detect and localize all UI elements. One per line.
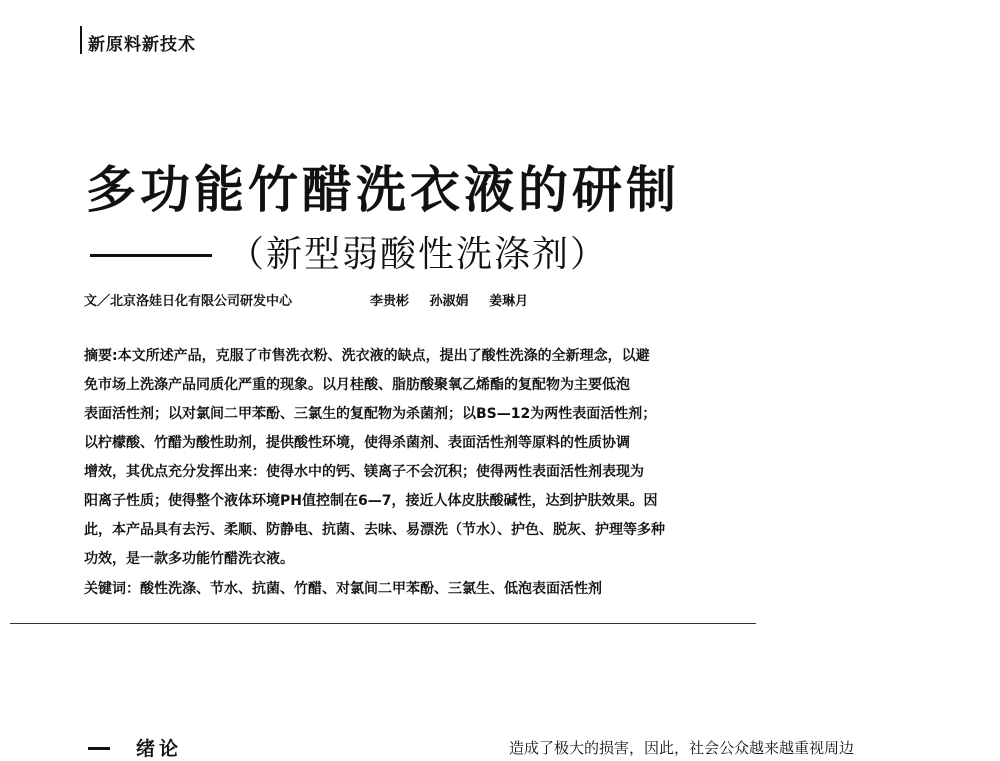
abstract-line: 表面活性剂；以对氯间二甲苯酚、三氯生的复配物为杀菌剂；以BS—12为两性表面活性剂； — [84, 406, 657, 422]
abstract-line: 增效，其优点充分发挥出来：使得水中的钙、镁离子不会沉积；使得两性表面活性剂表现为 — [84, 464, 644, 480]
byline-affiliation: 文／北京洛娃日化有限公司研发中心 — [84, 294, 293, 309]
subtitle: （新型弱酸性洗涤剂） — [228, 234, 609, 275]
abstract-line: 阳离子性质；使得整个液体环境PH值控制在6—7，接近人体皮肤酸碱性，达到护肤效果。因 — [84, 493, 658, 509]
section-number-dash — [88, 747, 110, 750]
abstract-line: 摘要:本文所述产品，克服了市售洗衣粉、洗衣液的缺点，提出了酸性洗涤的全新理念，以避 — [84, 348, 650, 364]
author-name: 孙淑娟 — [429, 294, 469, 309]
section-header: 新原料新技术 — [88, 35, 196, 55]
abstract-line: 此，本产品具有去污、柔顺、防静电、抗菌、去味、易漂洗（节水）、护色、脱灰、护理等多种 — [84, 522, 665, 538]
abstract-line: 免市场上洗涤产品同质化严重的现象。以月桂酸、脂肪酸聚氧乙烯酯的复配物为主要低泡 — [84, 377, 630, 393]
subtitle-dash — [90, 254, 212, 257]
section-title: 绪论 — [136, 738, 183, 760]
header-bar — [80, 26, 82, 54]
author-name: 姜琳月 — [489, 294, 529, 309]
abstract — [84, 342, 764, 574]
keywords: 关键词：酸性洗涤、节水、抗菌、竹醋、对氯间二甲苯酚、三氯生、低泡表面活性剂 — [84, 581, 602, 597]
divider-rule — [10, 623, 756, 624]
author-name: 李贵彬 — [370, 294, 410, 309]
author-list — [370, 290, 544, 309]
abstract-line: 功效，是一款多功能竹醋洗衣液。 — [84, 551, 294, 567]
abstract-line: 以柠檬酸、竹醋为酸性助剂，提供酸性环境，使得杀菌剂、表面活性剂等原料的性质协调 — [84, 435, 630, 451]
body-text-fragment: 造成了极大的损害，因此，社会公众越来越重视周边 — [509, 739, 855, 757]
main-title: 多功能竹醋洗衣液的研制 — [86, 160, 680, 219]
